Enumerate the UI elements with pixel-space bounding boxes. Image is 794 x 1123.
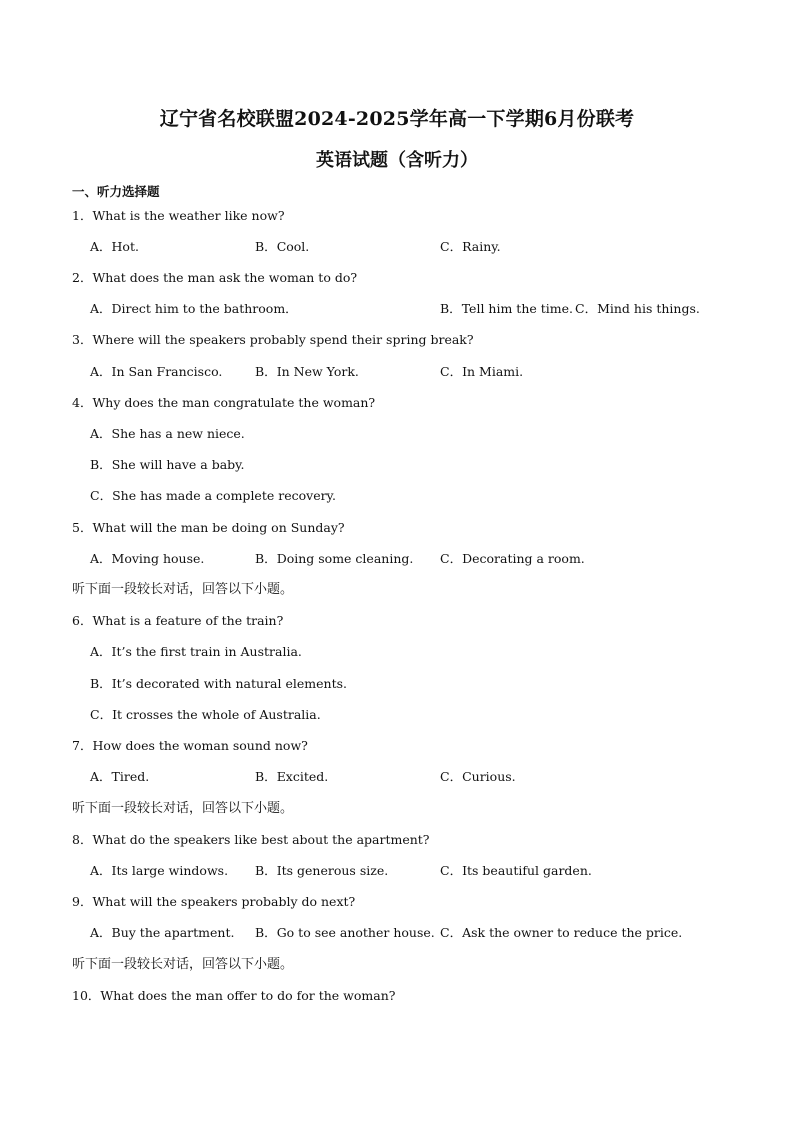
option-7c: C．Curious. <box>440 769 516 784</box>
instruction-2: 听下面一段较长对话，回答以下小题。 <box>72 801 294 816</box>
section-heading: 一、听力选择题 <box>72 184 160 199</box>
option-2c: C．Mind his things. <box>575 301 700 316</box>
option-6a: A．It’s the first train in Australia. <box>90 644 302 659</box>
option-8c: C．Its beautiful garden. <box>440 863 592 878</box>
option-6b: B．It’s decorated with natural elements. <box>90 676 347 691</box>
instruction-3: 听下面一段较长对话，回答以下小题。 <box>72 957 294 972</box>
option-7a: A．Tired. <box>90 769 150 784</box>
option-5b: B．Doing some cleaning. <box>255 551 414 566</box>
exam-subtitle: 英语试题（含听力） <box>316 150 478 171</box>
option-3a: A．In San Francisco. <box>90 364 223 379</box>
option-8a: A．Its large windows. <box>90 863 229 878</box>
option-8b: B．Its generous size. <box>255 863 389 878</box>
question-1: 1．What is the weather like now? <box>72 208 285 223</box>
question-8: 8．What do the speakers like best about the apartment? <box>72 832 430 847</box>
option-4b: B．She will have a baby. <box>90 457 245 472</box>
question-2: 2．What does the man ask the woman to do? <box>72 270 358 285</box>
question-5: 5．What will the man be doing on Sunday? <box>72 520 345 535</box>
option-6c: C．It crosses the whole of Australia. <box>90 707 321 722</box>
option-3c: C．In Miami. <box>440 364 524 379</box>
question-4: 4．Why does the man congratulate the woman? <box>72 395 376 410</box>
option-4a: A．She has a new niece. <box>90 426 245 441</box>
option-5a: A．Moving house. <box>90 551 205 566</box>
question-10: 10．What does the man offer to do for the woman? <box>72 988 396 1003</box>
option-9b: B．Go to see another house. <box>255 925 435 940</box>
option-9c: C．Ask the owner to reduce the price. <box>440 925 683 940</box>
option-1c: C．Rainy. <box>440 239 501 254</box>
option-1a: A．Hot. <box>90 239 139 254</box>
question-3: 3．Where will the speakers probably spend their spring break? <box>72 332 474 347</box>
question-9: 9．What will the speakers probably do next? <box>72 894 356 909</box>
option-1b: B．Cool. <box>255 239 310 254</box>
option-4c: C．She has made a complete recovery. <box>90 488 336 503</box>
option-5c: C．Decorating a room. <box>440 551 585 566</box>
exam-title: 辽宁省名校联盟2024-2025学年高一下学期6月份联考 <box>159 108 635 130</box>
question-7: 7．How does the woman sound now? <box>72 738 308 753</box>
option-2b: B．Tell him the time. <box>440 301 573 316</box>
instruction-1: 听下面一段较长对话，回答以下小题。 <box>72 582 294 597</box>
option-2a: A．Direct him to the bathroom． <box>90 301 298 316</box>
question-6: 6．What is a feature of the train? <box>72 613 284 628</box>
option-9a: A．Buy the apartment. <box>90 925 235 940</box>
option-3b: B．In New York. <box>255 364 359 379</box>
option-7b: B．Excited. <box>255 769 329 784</box>
